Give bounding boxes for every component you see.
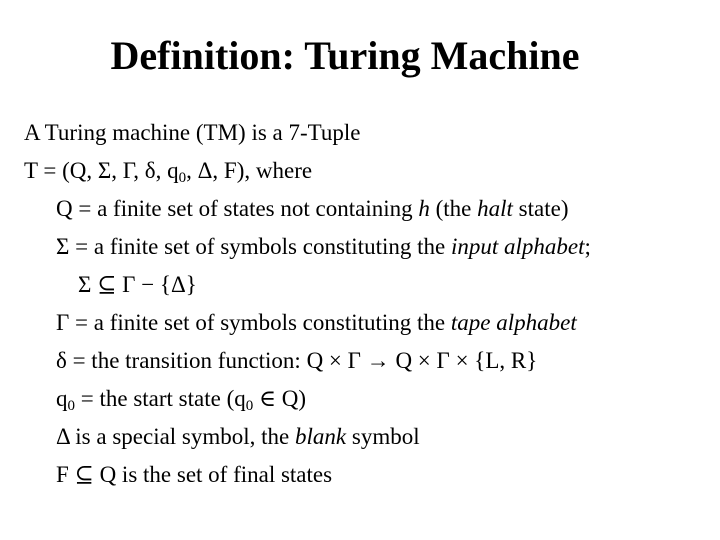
final-states-definition: F ⊆ Q is the set of final states xyxy=(56,462,333,487)
blank-symbol-definition: Δ is a special symbol, the blank symbol xyxy=(56,424,420,449)
subset-relation: Σ ⊆ Γ − {Δ} xyxy=(78,272,197,297)
tuple-definition: T = (Q, Σ, Γ, δ, $q_0$, Δ, F), where xyxy=(24,158,313,186)
states-definition: Q = a finite set of states not containing h (the halt state) xyxy=(56,196,569,221)
start-state-definition: $q_0$ = the start state ($q_0$ ∈ Q) xyxy=(56,386,307,414)
transition-function-definition: δ = the transition function: Q × Γ → Q × Γ × {L, R} xyxy=(56,348,538,373)
input-alphabet-definition: Σ = a finite set of symbols constituting the input alphabet; xyxy=(56,234,591,259)
definition-intro: A Turing machine (TM) is a 7-Tuple xyxy=(24,120,361,145)
tape-alphabet-definition: Γ = a finite set of symbols constituting the tape alphabet xyxy=(56,310,577,335)
slide-title: Definition: Turing Machine xyxy=(110,33,580,78)
